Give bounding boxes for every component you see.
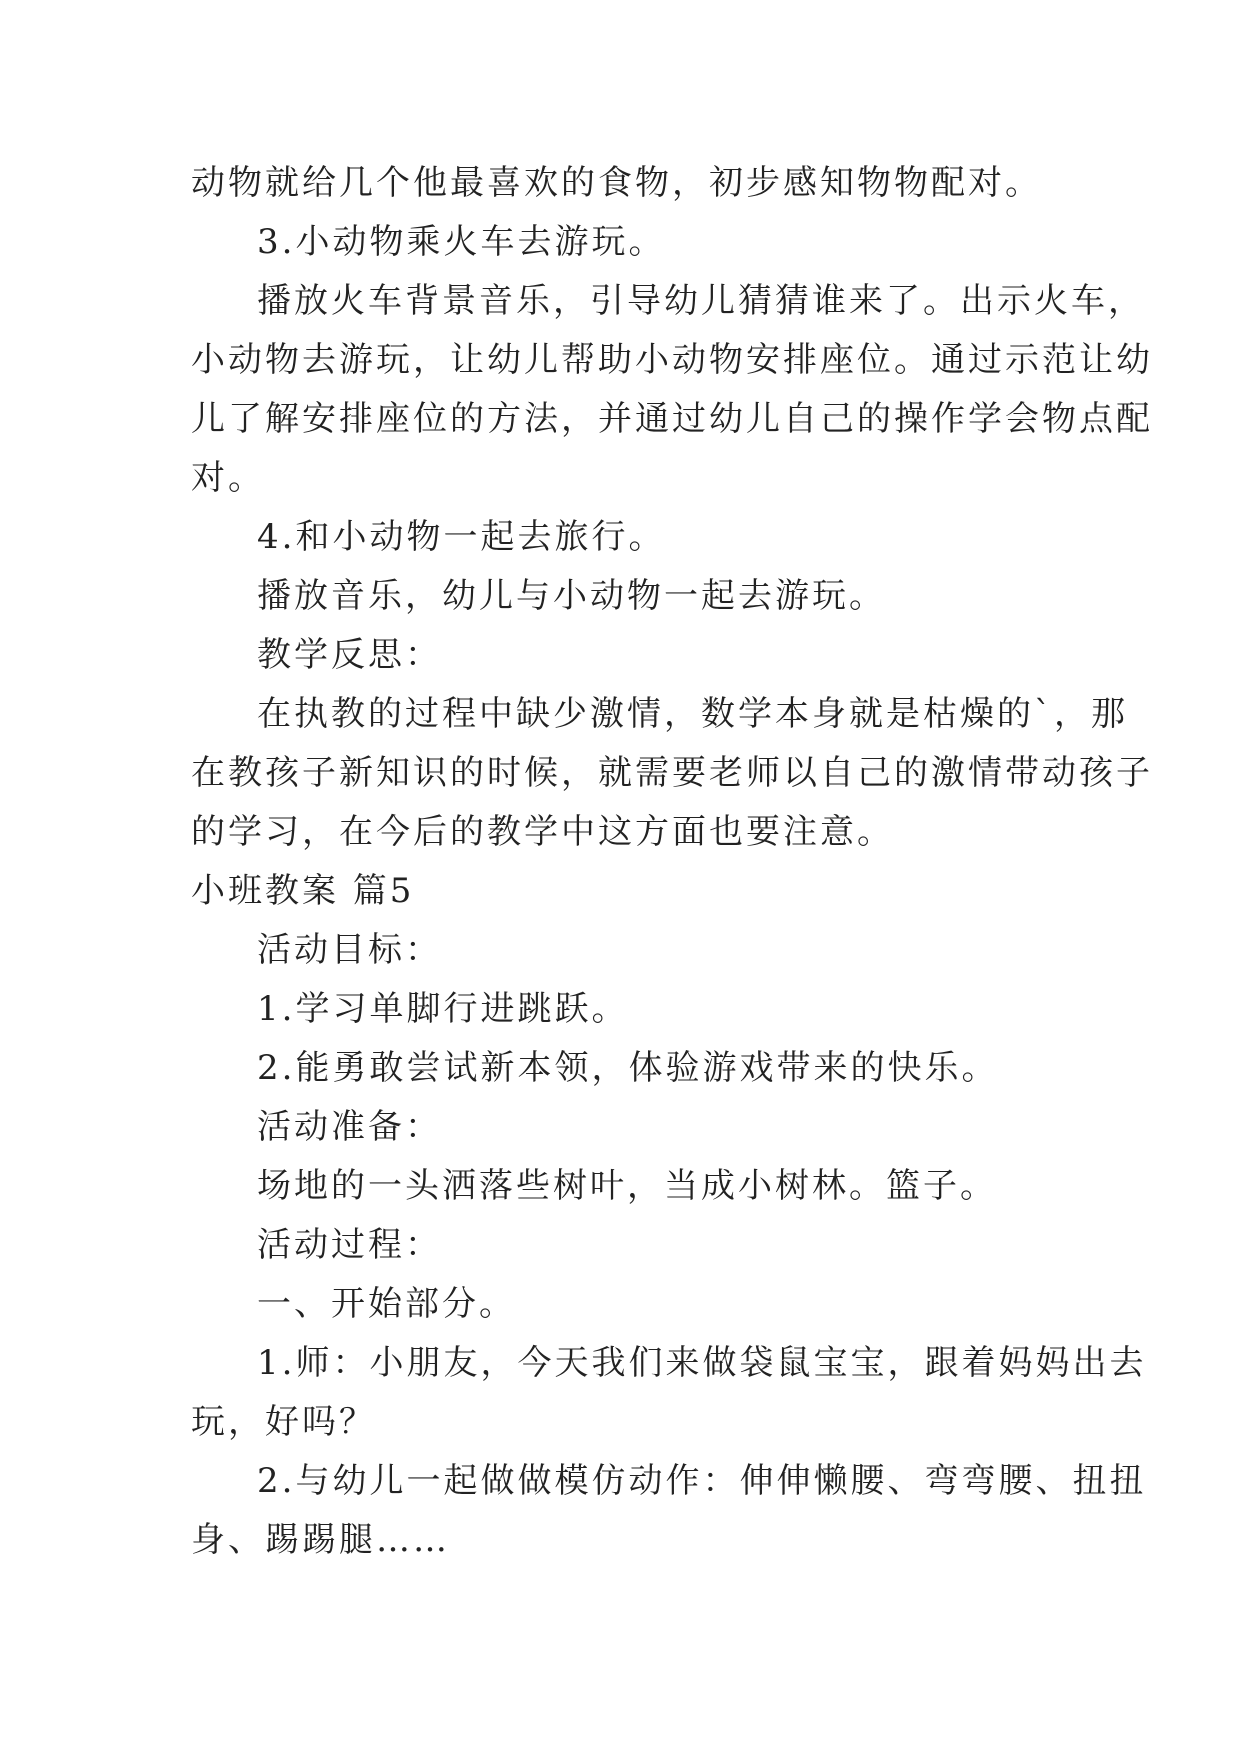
paragraph-line: 的学习，在今后的教学中这方面也要注意。 (191, 812, 894, 852)
paragraph-line: 玩，好吗？ (191, 1402, 376, 1442)
list-item-line: 1.学习单脚行进跳跃。 (257, 989, 629, 1029)
paragraph-line: 场地的一头洒落些树叶，当成小树林。篮子。 (257, 1166, 997, 1206)
list-item-line: 1.师：小朋友，今天我们来做袋鼠宝宝，跟着妈妈出去 (257, 1343, 1147, 1383)
section-heading: 活动目标： (257, 930, 442, 970)
paragraph-line: 儿了解安排座位的方法，并通过幼儿自己的操作学会物点配 (191, 399, 1153, 439)
paragraph-line: 播放火车背景音乐，引导幼儿猜猜谁来了。出示火车， (257, 281, 1145, 321)
paragraph-line: 动物就给几个他最喜欢的食物，初步感知物物配对。 (191, 163, 1042, 203)
paragraph-line: 在执教的过程中缺少激情，数学本身就是枯燥的`，那 (257, 694, 1128, 734)
subsection-heading: 一、开始部分。 (257, 1284, 516, 1324)
list-item-line: 2.与幼儿一起做做模仿动作：伸伸懒腰、弯弯腰、扭扭 (257, 1461, 1147, 1501)
list-item-line: 2.能勇敢尝试新本领，体验游戏带来的快乐。 (257, 1048, 999, 1088)
list-item-line: 3.小动物乘火车去游玩。 (257, 222, 666, 262)
section-heading: 活动过程： (257, 1225, 442, 1265)
paragraph-line: 小动物去游玩，让幼儿帮助小动物安排座位。通过示范让幼 (191, 340, 1153, 380)
chapter-title: 小班教案 篇5 (191, 871, 415, 911)
list-item-line: 4.和小动物一起去旅行。 (257, 517, 666, 557)
paragraph-line: 对。 (191, 458, 265, 498)
section-heading: 教学反思： (257, 635, 442, 675)
paragraph-line: 播放音乐，幼儿与小动物一起去游玩。 (257, 576, 886, 616)
paragraph-line: 在教孩子新知识的时候，就需要老师以自己的激情带动孩子 (191, 753, 1153, 793)
paragraph-line: 身、踢踢腿…… (191, 1520, 450, 1560)
section-heading: 活动准备： (257, 1107, 442, 1147)
